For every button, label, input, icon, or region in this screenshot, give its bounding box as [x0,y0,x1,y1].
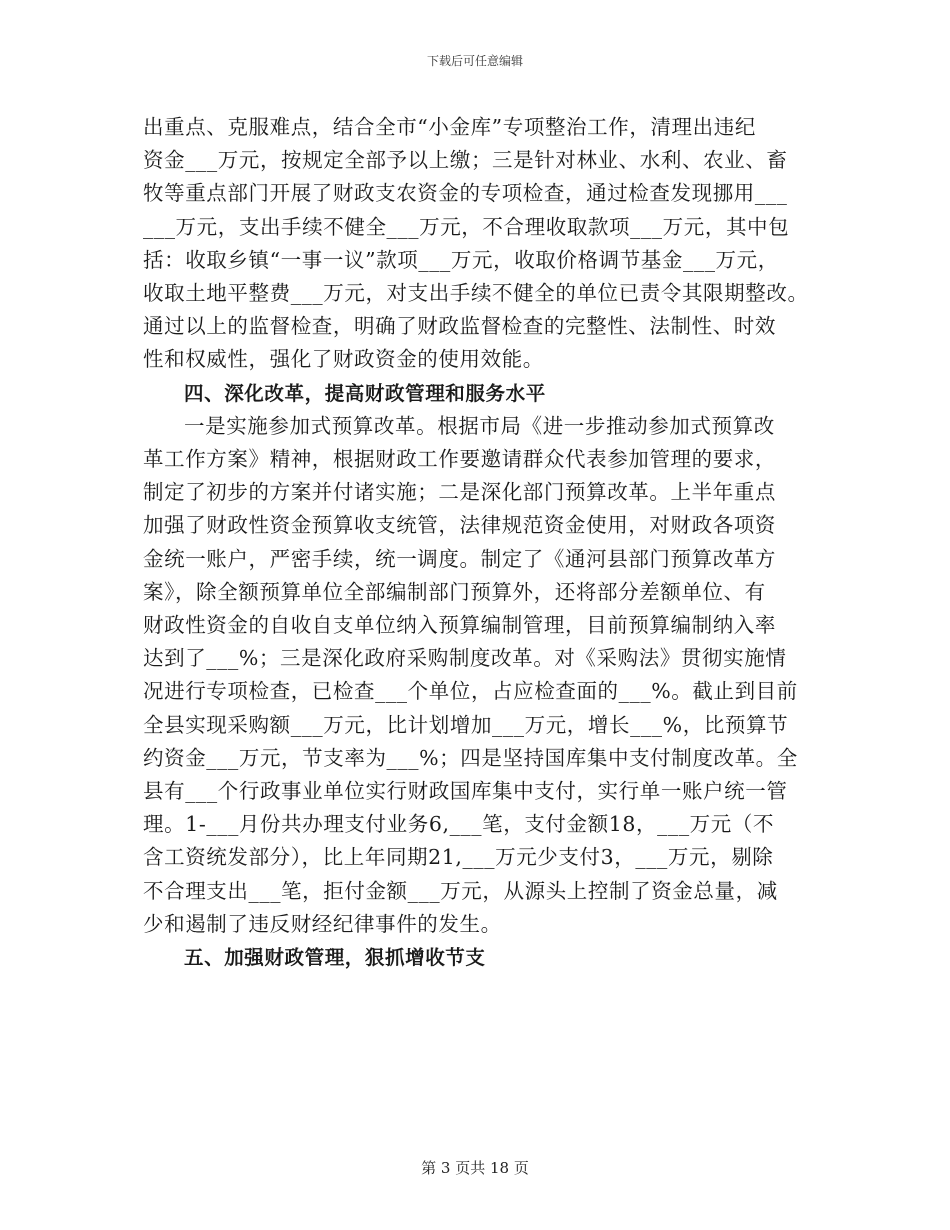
body-line: 加强了财政性资金预算收支统管，法律规范资金使用，对财政各项资 [143,513,776,538]
page-header: 下载后可任意编辑 [426,54,523,68]
body-line: 全县实现采购额___万元，比计划增加___万元，增长___%，比预算节 [143,712,789,737]
section-heading-4: 四、深化改革，提高财政管理和服务水平 [184,381,546,405]
body-line: 通过以上的监督检查，明确了财政监督检查的完整性、法制性、时效 [143,314,776,339]
body-line: 制定了初步的方案并付诸实施；二是深化部门预算改革。上半年重点 [143,480,776,505]
body-line: 达到了___%；三是深化政府采购制度改革。对《采购法》贯彻实施情 [143,646,787,671]
body-line: 案》，除全额预算单位全部编制部门预算外，还将部分差额单位、有 [143,579,766,604]
paragraph-first-line: 一是实施参加式预算改革。根据市局《进一步推动参加式预算改 [184,413,775,438]
body-line: 收取土地平整费___万元，对支出手续不健全的单位已责令其限期整改。 [143,281,809,306]
body-line: 含工资统发部分），比上年同期21,___万元少支付3，___万元，剔除 [143,845,774,870]
page-footer: 第 3 页共 18 页 [421,1159,529,1177]
body-line: 出重点、克服难点，结合全市“小金库”专项整治工作，清理出违纪 [143,115,756,139]
body-line: 性和权威性，强化了财政资金的使用效能。 [143,347,544,372]
body-line: 不合理支出___笔，拒付金额___万元，从源头上控制了资金总量，减 [143,878,778,903]
body-line: 约资金___万元，节支率为___%；四是坚持国库集中支付制度改革。全 [143,745,798,770]
body-line: 牧等重点部门开展了财政支农资金的专项检查，通过检查发现挪用___ [143,181,788,206]
body-line: 括：收取乡镇“一事一议”款项___万元，收取价格调节基金___万元， [143,247,779,272]
document-body [143,111,823,974]
body-line: 财政性资金的自收自支单位纳入预算编制管理，目前预算编制纳入率 [143,613,776,638]
body-line: 金统一账户，严密手续，统一调度。制定了《通河县部门预算改革方 [143,546,776,571]
section-heading-5: 五、加强财政管理，狠抓增收节支 [184,946,486,970]
body-line: ___万元，支出手续不健全___万元，不合理收取款项___万元，其中包 [143,214,790,239]
body-line: 县有___个行政事业单位实行财政国库集中支付，实行单一账户统一管 [143,779,788,804]
body-line: 资金___万元，按规定全部予以上缴；三是针对林业、水利、农业、畜 [143,148,788,173]
body-line: 理。1-___月份共办理支付业务6,___笔，支付金额18，___万元（不 [143,812,775,837]
body-line: 况进行专项检查，已检查___个单位，占应检查面的___%。截止到目前 [143,679,798,704]
body-line: 革工作方案》精神，根据财政工作要邀请群众代表参加管理的要求， [143,447,776,472]
body-line: 少和遏制了违反财经纪律事件的发生。 [143,911,502,936]
